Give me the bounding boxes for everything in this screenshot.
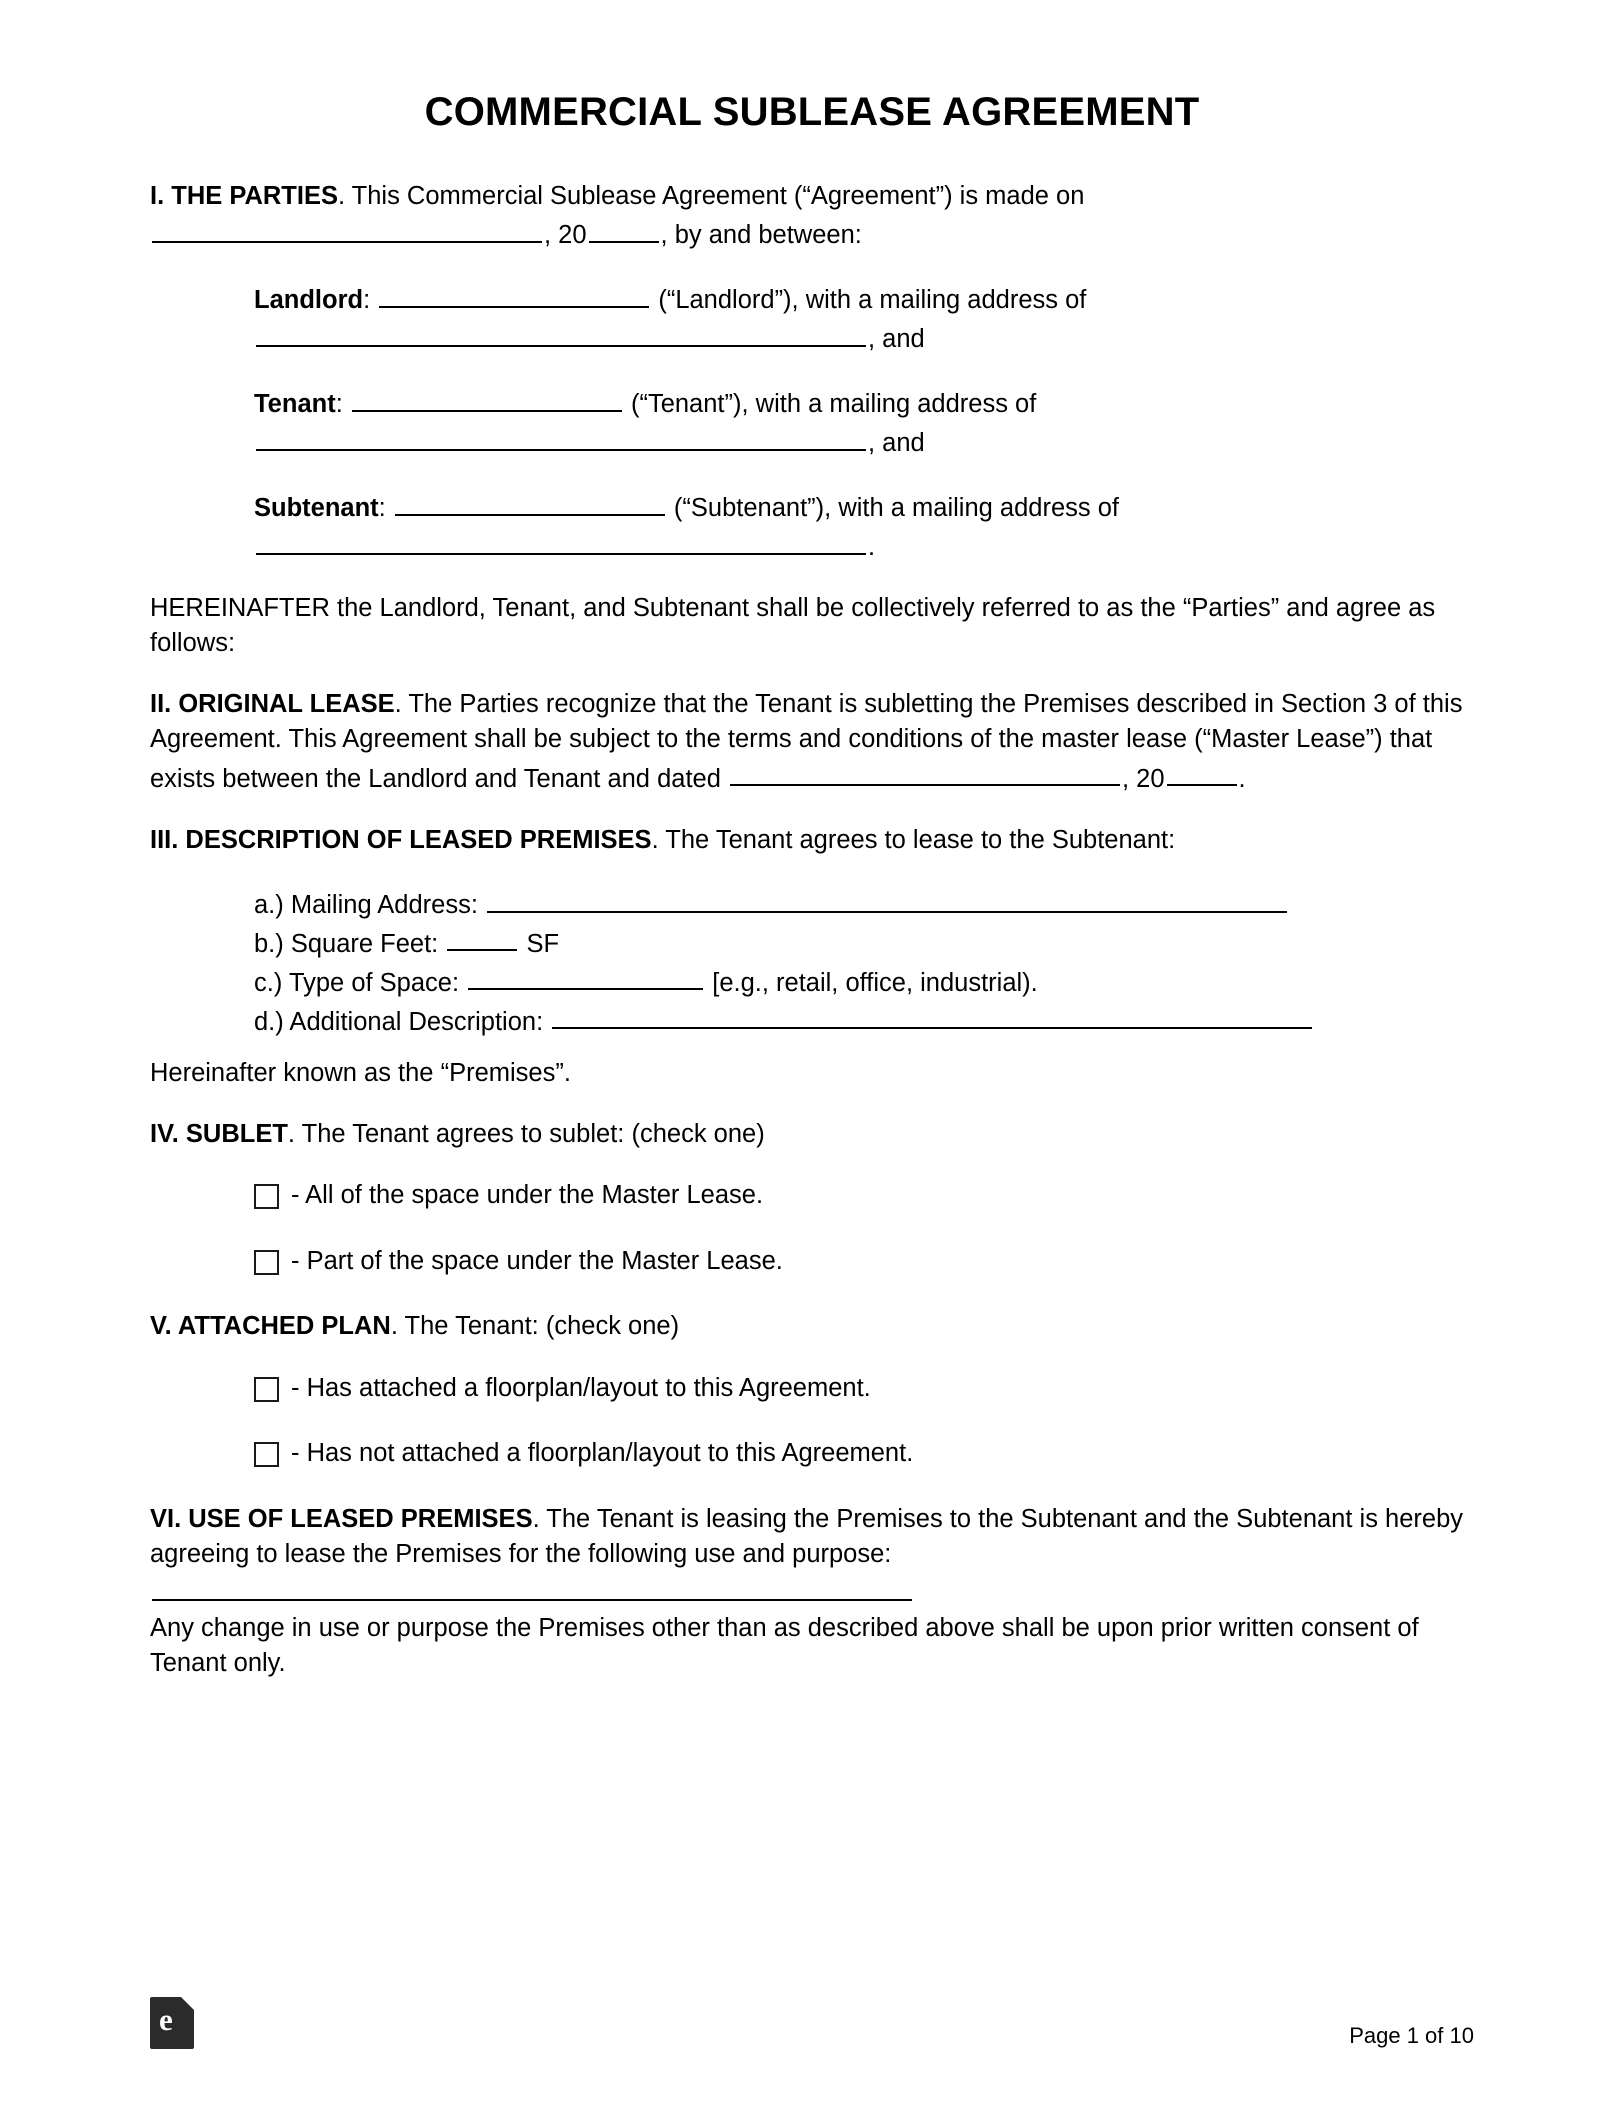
tenant-label: Tenant — [254, 389, 336, 418]
original-lease-body-3: . — [1238, 764, 1246, 793]
section-heading-attached-plan: V. ATTACHED PLAN — [150, 1312, 391, 1341]
checkbox-icon[interactable] — [254, 1250, 279, 1275]
section-heading-sublet: IV. SUBLET — [150, 1119, 288, 1148]
additional-description-field[interactable] — [552, 1001, 1312, 1030]
parties-intro-text-1: . This Commercial Sublease Agreement (“Agreement”) is made on — [337, 182, 1085, 210]
additional-description-label: d.) Additional Description: — [254, 1007, 551, 1036]
sublet-option-all-label: - All of the space under the Master Lease. — [291, 1181, 764, 1209]
type-of-space-label: c.) Type of Space: — [254, 968, 467, 997]
section-heading-description: III. DESCRIPTION OF LEASED PREMISES — [150, 825, 652, 854]
page-footer — [0, 1997, 1624, 2049]
subtenant-text: (“Subtenant”), with a mailing address of — [666, 493, 1119, 522]
sublet-body: . The Tenant agrees to sublet: (check one) — [287, 1119, 765, 1148]
attached-plan-option-yes-label: - Has attached a floorplan/layout to this Agreement. — [291, 1373, 871, 1402]
original-lease-body: . The Parties recognize that the Tenant is subletting the Premises described in Section 3 of this Agreement. This Agreement shall be subject to the terms and conditions of the master lease (“Master Lease”) that exists between the Landlord and Tenant and dated — [150, 690, 1463, 793]
landlord-and: , and — [868, 324, 925, 353]
hereinafter-premises: Hereinafter known as the “Premises”. — [150, 1058, 571, 1087]
attached-plan-body: . The Tenant: (check one) — [390, 1312, 680, 1341]
tenant-address-field[interactable] — [256, 422, 866, 451]
document-logo-icon — [150, 1997, 194, 2049]
section-heading-parties: I. THE PARTIES — [150, 182, 338, 210]
list-item-type-of-space — [254, 962, 1474, 1001]
list-item-square-feet — [254, 923, 1474, 962]
section-heading-use-of-premises: VI. USE OF LEASED PREMISES — [150, 1504, 533, 1533]
square-feet-field[interactable] — [447, 923, 517, 952]
page-number: Page 1 of 10 — [1349, 2023, 1474, 2048]
tenant-block — [254, 383, 1474, 461]
type-of-space-field[interactable] — [468, 962, 703, 991]
type-of-space-suffix: [e.g., retail, office, industrial). — [705, 968, 1038, 997]
section-description — [150, 823, 1474, 858]
landlord-label: Landlord — [254, 285, 364, 314]
parties-intro-text-2: , 20 — [544, 220, 587, 249]
landlord-name-field[interactable] — [379, 279, 649, 308]
attached-plan-option-no-label: - Has not attached a floorplan/layout to this Agreement. — [291, 1439, 914, 1468]
mailing-address-field[interactable] — [487, 884, 1287, 913]
square-feet-label: b.) Square Feet: — [254, 929, 446, 958]
original-lease-body-2: , 20 — [1121, 764, 1165, 793]
landlord-block — [254, 279, 1474, 357]
date-blank-field[interactable] — [152, 214, 542, 243]
page-title: COMMERCIAL SUBLEASE AGREEMENT — [424, 90, 1200, 134]
attached-plan-option-yes[interactable] — [254, 1371, 1474, 1407]
master-lease-date-field[interactable] — [730, 758, 1120, 787]
sublet-option-part-label: - Part of the space under the Master Lease. — [291, 1246, 783, 1275]
section-sublet — [150, 1117, 1474, 1152]
premises-detail-list — [254, 884, 1474, 1040]
hereinafter-parties: HEREINAFTER the Landlord, Tenant, and Subtenant shall be collectively referred to as the “Parties” and agree as follows: — [150, 593, 1436, 658]
landlord-colon: : — [363, 285, 378, 314]
subtenant-name-field[interactable] — [395, 487, 665, 516]
section-heading-original-lease: II. ORIGINAL LEASE — [150, 690, 395, 719]
parties-intro-text-3: , by and between: — [660, 220, 862, 249]
tenant-and: , and — [868, 428, 925, 457]
use-of-premises-note: Any change in use or purpose the Premises other than as described above shall be upon prior written consent of Tenant only. — [150, 1614, 1419, 1678]
section-attached-plan — [150, 1309, 1474, 1344]
tenant-name-field[interactable] — [352, 383, 622, 412]
tenant-text: (“Tenant”), with a mailing address of — [623, 389, 1037, 418]
eforms-logo — [150, 1997, 194, 2049]
subtenant-address-field[interactable] — [256, 526, 866, 555]
checkbox-icon[interactable] — [254, 1442, 279, 1467]
mailing-address-label: a.) Mailing Address: — [254, 890, 486, 919]
master-lease-year-field[interactable] — [1167, 758, 1237, 787]
section-original-lease — [150, 687, 1474, 796]
subtenant-block — [254, 487, 1474, 565]
section-use-of-premises — [150, 1502, 1474, 1611]
use-purpose-field[interactable] — [152, 1572, 912, 1601]
subtenant-colon: : — [378, 493, 393, 522]
list-item-additional-description — [254, 1001, 1474, 1040]
use-of-premises-body: . The Tenant is leasing the Premises to the Subtenant and the Subtenant is hereby agreeing to lease the Premises for the following use and purpose: — [150, 1504, 1464, 1569]
checkbox-icon[interactable] — [254, 1184, 279, 1209]
subtenant-label: Subtenant — [254, 493, 379, 522]
sublet-option-part[interactable] — [254, 1244, 1474, 1280]
sublet-option-all[interactable] — [254, 1178, 1474, 1214]
list-item-mailing-address — [254, 884, 1474, 923]
landlord-address-field[interactable] — [256, 318, 866, 347]
square-feet-suffix: SF — [519, 929, 560, 958]
subtenant-period: . — [868, 532, 876, 561]
year-blank-field[interactable] — [589, 214, 659, 243]
landlord-text: (“Landlord”), with a mailing address of — [651, 285, 1087, 314]
section-parties-intro — [150, 179, 1474, 253]
tenant-colon: : — [335, 389, 350, 418]
checkbox-icon[interactable] — [254, 1377, 279, 1402]
attached-plan-option-no[interactable] — [254, 1436, 1474, 1472]
description-body: . The Tenant agrees to lease to the Subtenant: — [651, 825, 1176, 854]
